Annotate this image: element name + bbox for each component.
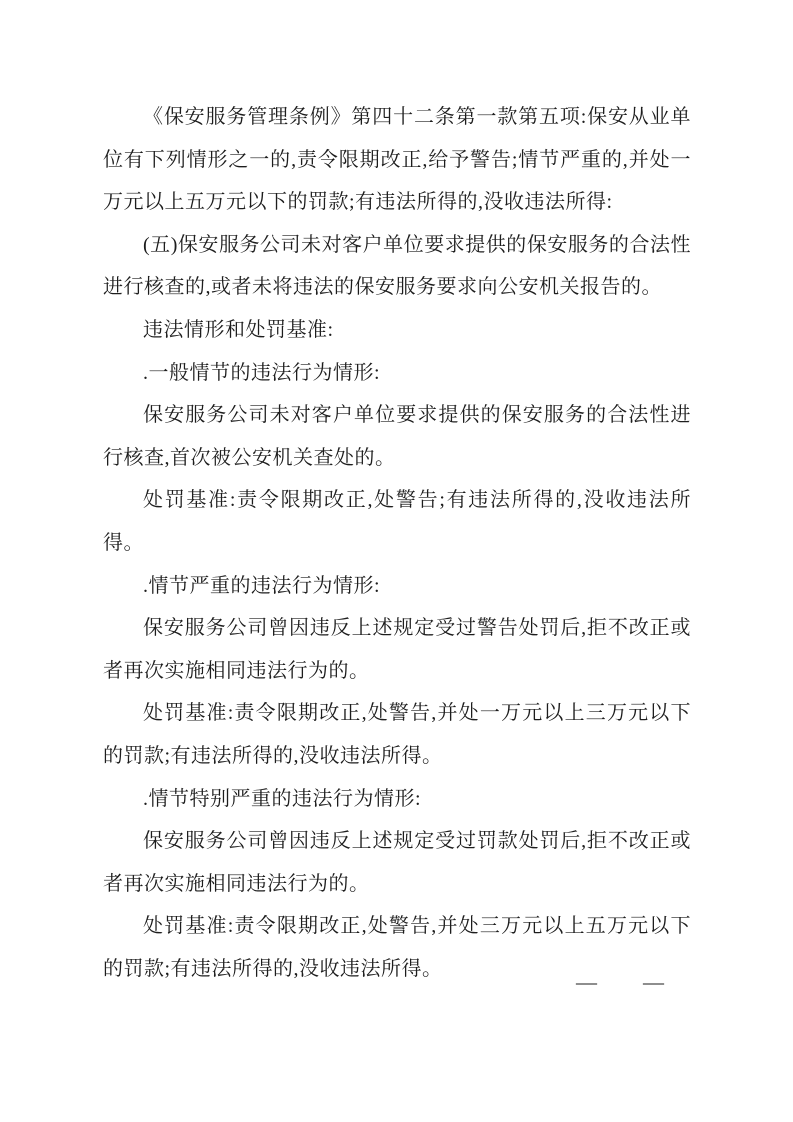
paragraph-heading-basis: 违法情形和处罚基准: — [143, 318, 334, 341]
paragraph-serious-case-penalty: 处罚基准:责令限期改正,处警告,并处一万元以上三万元以下的罚款;有违法所得的,没收违法所得。 — [103, 702, 691, 767]
paragraph-general-case-penalty: 处罚基准:责令限期改正,处警告;有违法所得的,没收违法所得。 — [103, 489, 691, 554]
paragraph-extra-serious-case-heading: .情节特别严重的违法行为情形: — [143, 787, 422, 810]
page-number-footer — [0, 972, 793, 1002]
paragraph-regulation-intro: 《保安服务管理条例》第四十二条第一款第五项:保安从业单位有下列情形之一的,责令限期改正,给予警告;情节严重的,并处一万元以上五万元以下的罚款;有违法所得的,没收违法所得: — [103, 106, 691, 214]
page-number-dash-left: — — [576, 970, 597, 994]
document-body — [103, 96, 691, 990]
paragraph-extra-serious-case-description: 保安服务公司曾因违反上述规定受过罚款处罚后,拒不改正或者再次实施相同违法行为的。 — [103, 830, 691, 895]
page-number-dash-right: — — [643, 970, 664, 994]
paragraph-serious-case-heading: .情节严重的违法行为情形: — [143, 574, 381, 597]
paragraph-item-five: (五)保安服务公司未对客户单位要求提供的保安服务的合法性进行核查的,或者未将违法的保安服务要求向公安机关报告的。 — [103, 233, 691, 299]
paragraph-general-case-description: 保安服务公司未对客户单位要求提供的保安服务的合法性进行核查,首次被公安机关查处的。 — [103, 404, 691, 469]
paragraph-serious-case-description: 保安服务公司曾因违反上述规定受过警告处罚后,拒不改正或者再次实施相同违法行为的。 — [103, 617, 691, 682]
paragraph-extra-serious-case-penalty: 处罚基准:责令限期改正,处警告,并处三万元以上五万元以下的罚款;有违法所得的,没收违法所得。 — [103, 915, 691, 980]
paragraph-general-case-heading: .一般情节的违法行为情形: — [143, 361, 381, 384]
